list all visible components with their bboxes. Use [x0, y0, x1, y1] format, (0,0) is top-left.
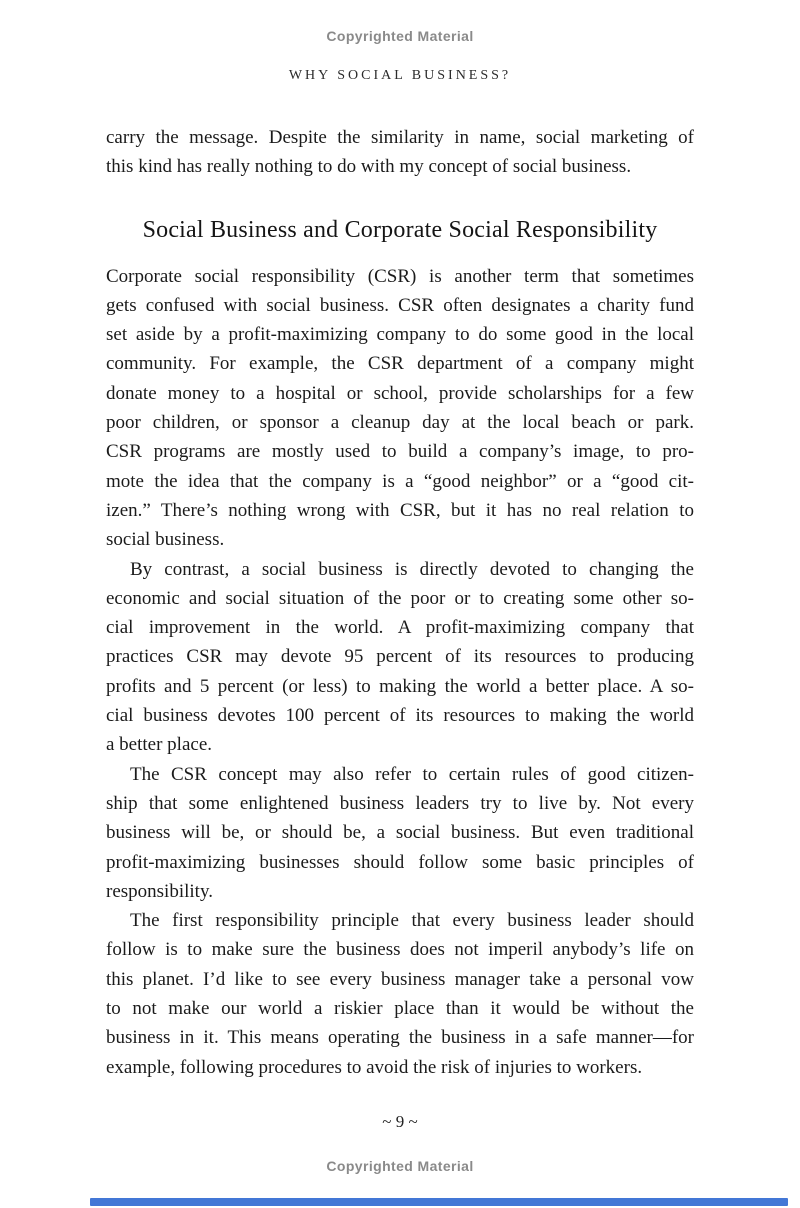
- paragraph: [106, 123, 694, 182]
- paragraph: [106, 760, 694, 906]
- text-line: community. For example, the CSR department of a company might: [106, 353, 694, 375]
- text-line: example, following procedures to avoid the risk of injuries to workers.: [106, 1056, 643, 1078]
- horizontal-scrollbar[interactable]: [90, 1198, 788, 1206]
- text-line: The CSR concept may also refer to certain rules of good citizen-: [130, 763, 694, 785]
- text-line: Corporate social responsibility (CSR) is another term that sometimes: [106, 265, 694, 287]
- paragraph: [106, 262, 694, 555]
- text-line: donate money to a hospital or school, provide scholarships for a few: [106, 382, 694, 404]
- text-line: ship that some enlightened business leaders try to live by. Not every: [106, 792, 694, 814]
- text-line: By contrast, a social business is directly devoted to changing the: [130, 558, 694, 580]
- text-line: cial improvement in the world. A profit-maximizing company that: [106, 617, 694, 639]
- text-line: follow is to make sure the business does not imperil anybody’s life on: [106, 939, 694, 961]
- text-line: profits and 5 percent (or less) to making the world a better place. A so-: [106, 675, 694, 697]
- copyright-notice-bottom: Copyrighted Material: [326, 1158, 474, 1174]
- text-line: carry the message. Despite the similarity in name, social marketing of: [106, 127, 694, 148]
- page-number: ~ 9 ~: [382, 1112, 418, 1131]
- text-line: social business.: [106, 529, 225, 551]
- copyright-notice-top: Copyrighted Material: [326, 28, 474, 44]
- text-line: set aside by a profit-maximizing company to do some good in the local: [106, 324, 694, 346]
- text-line: poor children, or sponsor a cleanup day at the local beach or park.: [106, 412, 694, 434]
- text-line: a better place.: [106, 734, 213, 756]
- text-line: gets confused with social business. CSR often designates a charity fund: [106, 294, 694, 316]
- paragraph: [106, 555, 694, 760]
- text-line: CSR programs are mostly used to build a company’s image, to pro-: [106, 441, 694, 463]
- text-line: practices CSR may devote 95 percent of its resources to producing: [106, 646, 694, 668]
- text-line: responsibility.: [106, 880, 213, 902]
- text-line: this kind has really nothing to do with my concept of social business.: [106, 156, 632, 178]
- section-heading: Social Business and Corporate Social Responsibility: [142, 216, 658, 243]
- text-line: to not make our world a riskier place than it would be without the: [106, 998, 694, 1020]
- text-line: this planet. I’d like to see every business manager take a personal vow: [106, 968, 694, 990]
- body-text-block: [106, 123, 694, 1082]
- text-line: cial business devotes 100 percent of its resources to making the world: [106, 705, 694, 727]
- text-line: economic and social situation of the poor or to creating some other so-: [106, 587, 694, 609]
- text-line: izen.” There’s nothing wrong with CSR, but it has no real relation to: [106, 499, 694, 521]
- paragraph: [106, 906, 694, 1082]
- text-line: mote the idea that the company is a “good neighbor” or a “good cit-: [106, 470, 694, 492]
- text-line: business will be, or should be, a social business. But even traditional: [106, 822, 694, 844]
- text-line: The first responsibility principle that every business leader should: [130, 910, 694, 932]
- text-line: profit-maximizing businesses should follow some basic principles of: [106, 851, 694, 873]
- running-header-chapter-title: WHY SOCIAL BUSINESS?: [288, 68, 512, 83]
- text-line: business in it. This means operating the business in a safe manner—for: [106, 1027, 694, 1049]
